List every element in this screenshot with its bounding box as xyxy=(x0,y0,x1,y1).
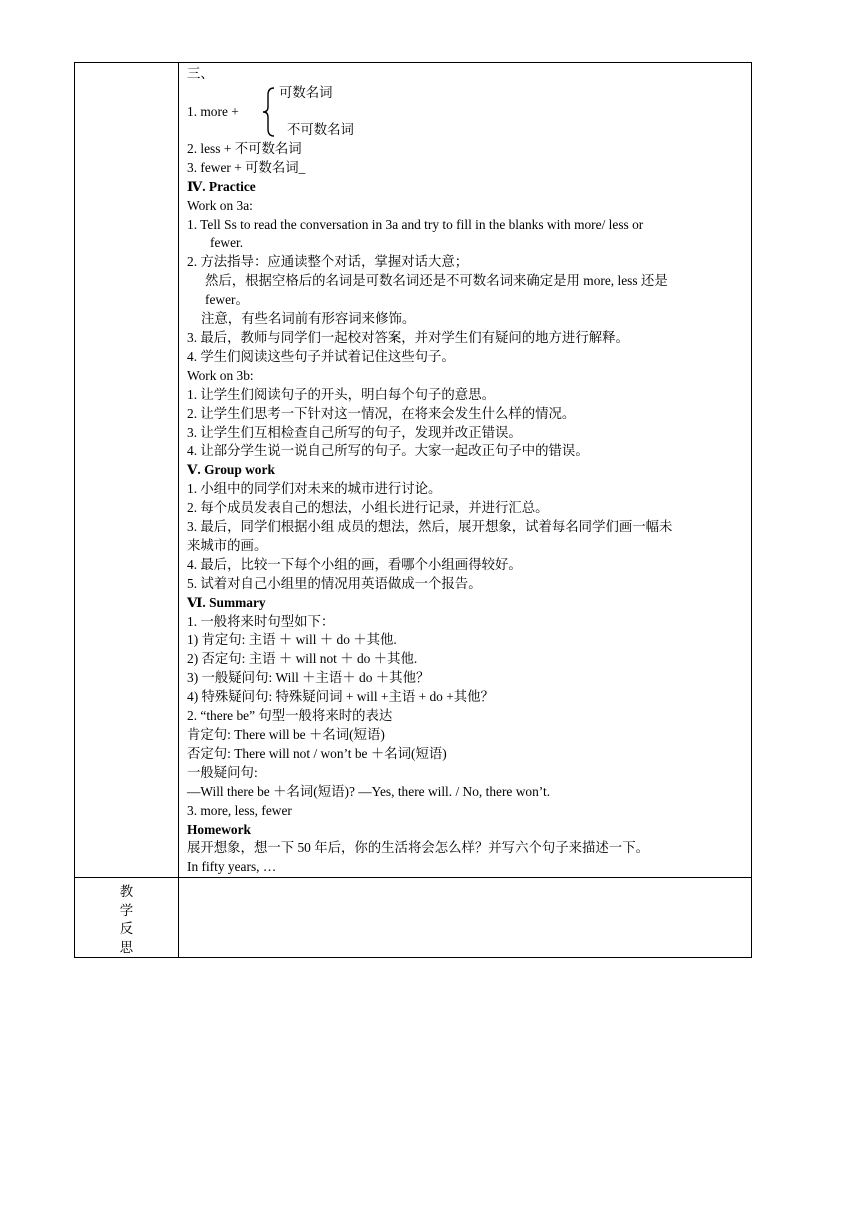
summary-item-2c: 一般疑问句: xyxy=(187,764,258,780)
reflection-label xyxy=(75,878,178,957)
practice-3b-item-1: 1. 让学生们阅读句子的开头，明白每个句子的意思。 xyxy=(187,386,495,402)
group-item-2: 2. 每个成员发表自己的想法，小组长进行记录，并进行汇总。 xyxy=(187,500,549,516)
homework-item-2: In fifty years, … xyxy=(187,859,277,875)
more-countable: 可数名词 xyxy=(279,84,333,100)
lesson-plan-table xyxy=(74,62,752,958)
group-item-5: 5. 试着对自己小组里的情况用英语做成一个报告。 xyxy=(187,575,482,591)
practice-3b-item-3: 3. 让学生们互相检查自己所写的句子，发现并改正错误。 xyxy=(187,424,522,440)
practice-item-4: 4. 学生们阅读这些句子并试着记住这些句子。 xyxy=(187,348,455,364)
reflection-content-cell[interactable] xyxy=(179,878,752,958)
summary-item-1a: 1) 肯定句: 主语 ＋ will ＋ do ＋其他. xyxy=(187,632,397,648)
practice-heading: Ⅳ. Practice xyxy=(187,178,256,194)
summary-item-1c: 3) 一般疑问句: Will ＋主语＋ do ＋其他？ xyxy=(187,670,430,686)
reflection-char-2: 学 xyxy=(119,902,134,918)
group-item-1: 1. 小组中的同学们对未来的城市进行讨论。 xyxy=(187,481,442,497)
more-label: 1. more + xyxy=(187,103,239,119)
summary-item-1b: 2) 否定句: 主语 ＋ will not ＋ do ＋其他. xyxy=(187,651,418,667)
practice-item-2b: 然后，根据空格后的名词是可数名词还是不可数名词来确定是用 more, less 还是 xyxy=(205,273,668,289)
reflection-char-1: 教 xyxy=(119,884,134,900)
practice-3b-item-2: 2. 让学生们思考一下针对这一情况，在将来会发生什么样的情况。 xyxy=(187,405,576,421)
fewer-rule: 3. fewer + 可数名词_ xyxy=(187,159,306,175)
summary-item-2a: 肯定句: There will be ＋名词(短语) xyxy=(187,727,385,742)
summary-item-2d: —Will there be ＋名词(短语)? —Yes, there will. / No, there won’t. xyxy=(187,783,551,799)
left-brace-icon xyxy=(259,86,279,138)
practice-item-1-cont: fewer. xyxy=(210,235,244,251)
homework-item-1: 展开想象，想一下 50 年后，你的生活将会怎么样？并写六个句子来描述一下。 xyxy=(187,840,649,856)
lesson-content xyxy=(179,63,751,877)
reflection-char-3: 反 xyxy=(119,921,134,937)
practice-3b-item-4: 4. 让部分学生说一说自己所写的句子。大家一起改正句子中的错误。 xyxy=(187,443,589,459)
group-item-3: 3. 最后，同学们根据小组 成员的想法，然后，展开想象，试着每名同学们画一幅未 xyxy=(187,519,673,535)
group-work-heading: Ⅴ. Group work xyxy=(187,462,275,478)
practice-item-1: 1. Tell Ss to read the conversation in 3a and try to fill in the blanks with more/ less or xyxy=(187,216,644,232)
less-rule: 2. less + 不可数名词 xyxy=(187,140,302,156)
practice-item-2c: 注意，有些名词前有形容词来修饰。 xyxy=(201,311,416,327)
more-uncountable: 不可数名词 xyxy=(287,121,354,137)
summary-item-3: 3. more, less, fewer xyxy=(187,802,292,818)
reflection-char-4: 思 xyxy=(119,939,134,955)
more-rule xyxy=(187,84,743,140)
group-item-3-cont: 来城市的画。 xyxy=(187,537,268,553)
section3-heading: 三、 xyxy=(187,66,214,81)
reflection-row xyxy=(75,878,752,958)
work-3b-label: Work on 3b: xyxy=(187,367,254,383)
summary-item-1d: 4) 特殊疑问句: 特殊疑问词 + will +主语 + do +其他？ xyxy=(187,689,494,705)
summary-item-1: 1. 一般将来时句型如下： xyxy=(187,613,335,629)
homework-heading: Homework xyxy=(187,821,251,837)
summary-item-2: 2. “there be” 句型一般将来时的表达 xyxy=(187,708,393,724)
practice-item-3: 3. 最后，教师与同学们一起校对答案，并对学生们有疑问的地方进行解释。 xyxy=(187,329,629,345)
reflection-label-cell xyxy=(75,878,179,958)
summary-item-2b: 否定句: There will not / won’t be ＋名词(短语) xyxy=(187,745,447,761)
summary-heading: Ⅵ. Summary xyxy=(187,594,266,610)
work-3a-label: Work on 3a: xyxy=(187,197,253,213)
content-cell xyxy=(179,63,752,878)
group-item-4: 4. 最后，比较一下每个小组的画，看哪个小组画得较好。 xyxy=(187,556,522,572)
practice-item-2b-cont: fewer。 xyxy=(205,292,249,308)
left-empty-cell xyxy=(75,63,179,878)
practice-item-2: 2. 方法指导：应通读整个对话，掌握对话大意； xyxy=(187,254,469,270)
content-row xyxy=(75,63,752,878)
